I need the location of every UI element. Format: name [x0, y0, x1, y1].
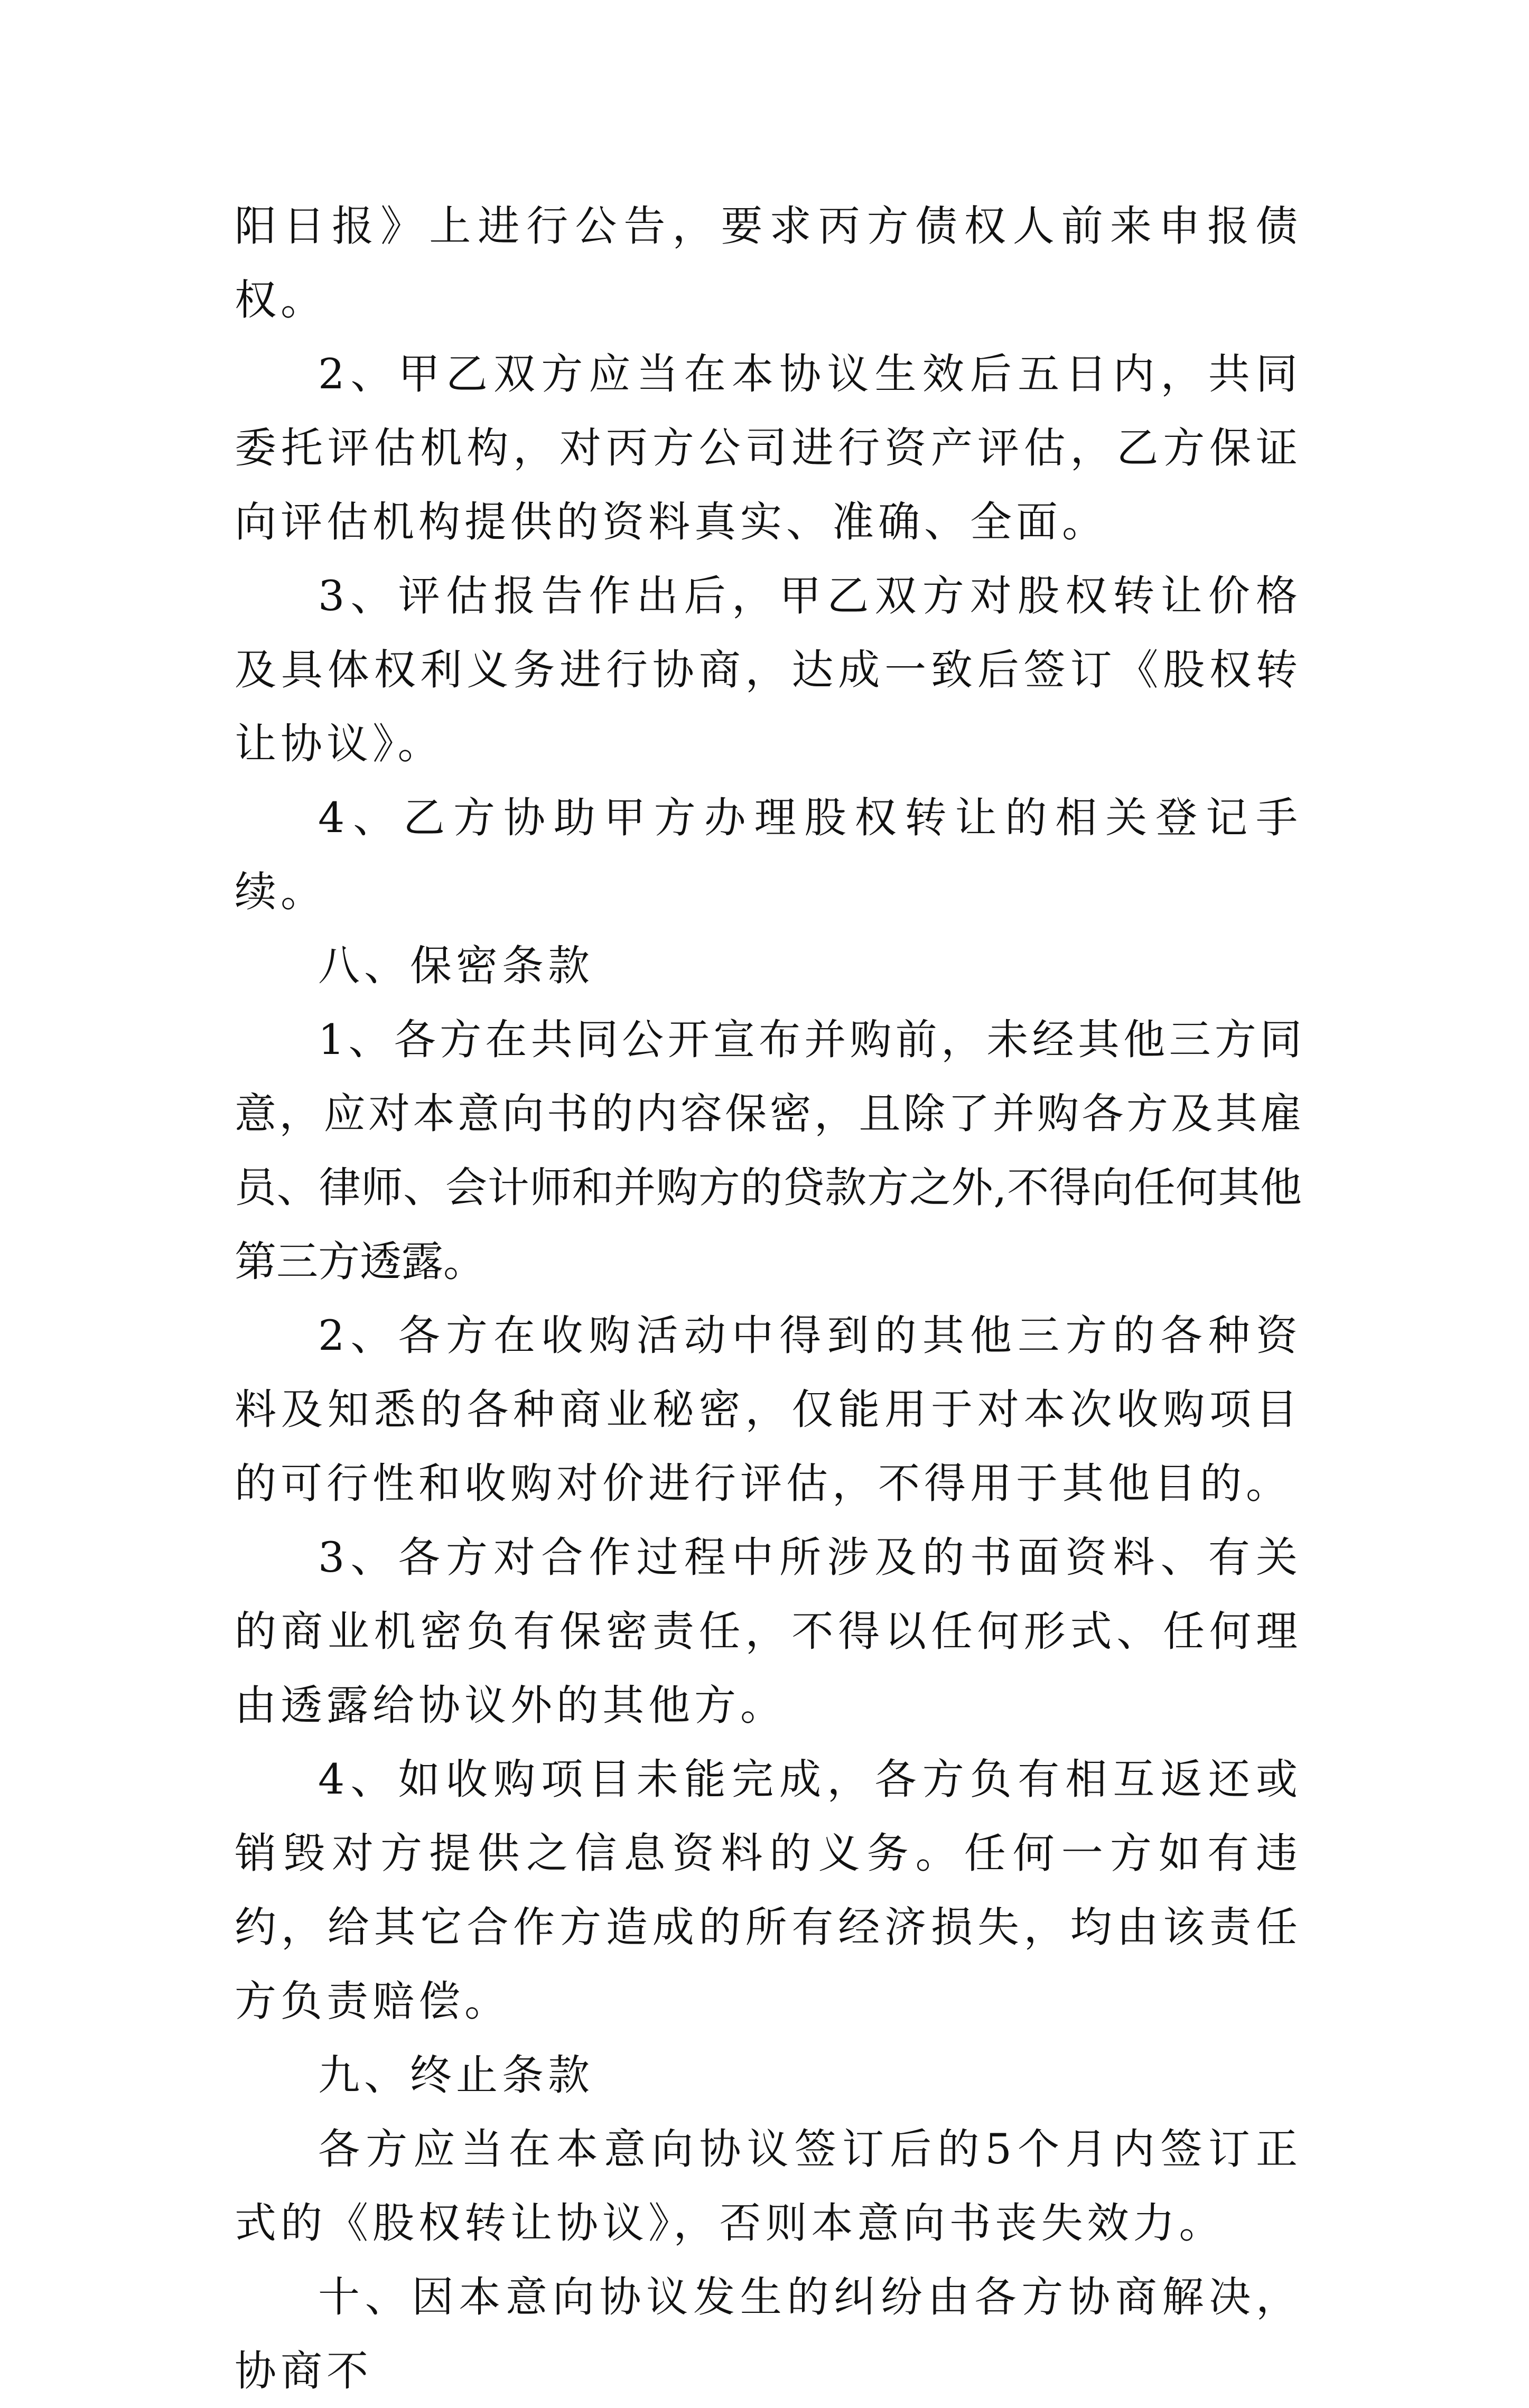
paragraph-clause-7-2: 2、甲乙双方应当在本协议生效后五日内，共同委托评估机构，对丙方公司进行资产评估，乙方保证向评估机构提供的资料真实、准确、全面。 — [235, 350, 1302, 546]
paragraph-termination: 各方应当在本意向协议签订后的5个月内签订正式的《股权转让协议》，否则本意向书丧失效力。 — [235, 2125, 1302, 2247]
paragraph-clause-8-2: 2、各方在收购活动中得到的其他三方的各种资料及知悉的各种商业秘密，仅能用于对本次收购项目的可行性和收购对价进行评估，不得用于其他目的。 — [235, 1311, 1302, 1508]
document-body — [235, 189, 1302, 2408]
paragraph-clause-8-4: 4、如收购项目未能完成，各方负有相互返还或销毁对方提供之信息资料的义务。任何一方如有违约，给其它合作方造成的所有经济损失，均由该责任方负责赔偿。 — [235, 1755, 1302, 2026]
paragraph-clause-7-3: 3、评估报告作出后，甲乙双方对股权转让价格及具体权利义务进行协商，达成一致后签订《股权转让协议》。 — [235, 572, 1302, 768]
paragraph-announcement-continuation: 阳日报》上进行公告，要求丙方债权人前来申报债权。 — [235, 202, 1302, 324]
section-heading-termination: 九、终止条款 — [318, 2051, 594, 2099]
paragraph-clause-10: 十、因本意向协议发生的纠纷由各方协商解决，协商不 — [235, 2273, 1302, 2395]
paragraph-clause-8-1: 1、各方在共同公开宣布并购前，未经其他三方同意，应对本意向书的内容保密，且除了并购各方及其雇员、律师、会计师和并购方的贷款方之外,不得向任何其他第三方透露。 — [235, 1015, 1302, 1286]
section-heading-confidentiality: 八、保密条款 — [318, 941, 594, 990]
paragraph-clause-7-4: 4、乙方协助甲方办理股权转让的相关登记手续。 — [235, 794, 1302, 916]
paragraph-clause-8-3: 3、各方对合作过程中所涉及的书面资料、有关的商业机密负有保密责任，不得以任何形式、任何理由透露给协议外的其他方。 — [235, 1533, 1302, 1730]
